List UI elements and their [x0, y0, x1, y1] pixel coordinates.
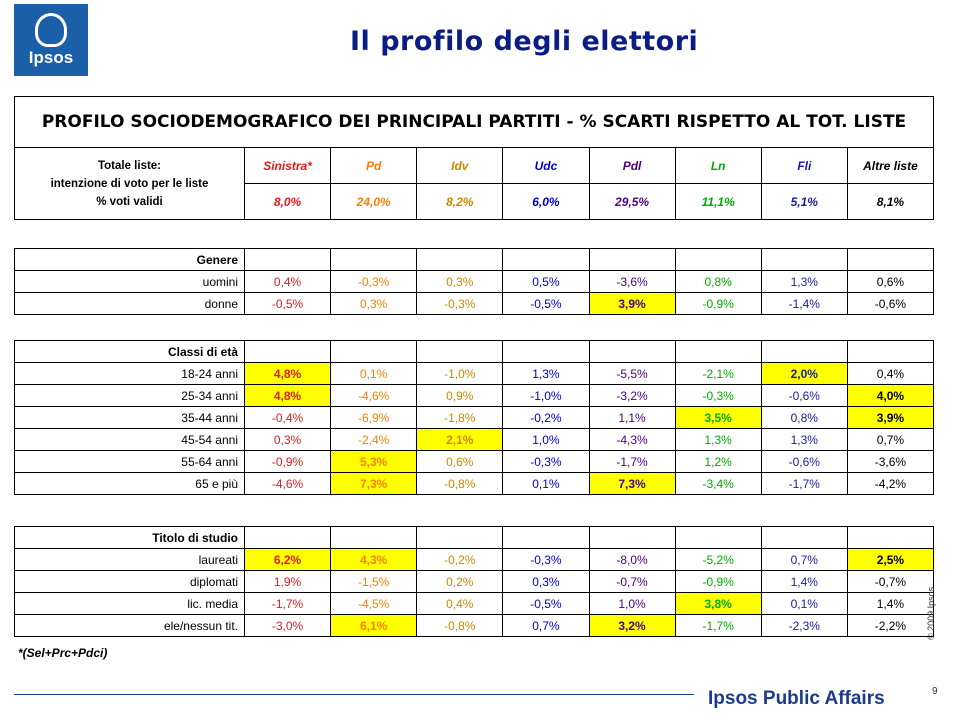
value-cell: -3,4% — [675, 473, 761, 495]
value-cell: 0,3% — [417, 271, 503, 293]
value-cell: -0,3% — [503, 451, 589, 473]
value-cell: -0,4% — [245, 407, 331, 429]
value-cell: 0,7% — [847, 429, 933, 451]
value-cell: 6,1% — [331, 615, 417, 637]
value-cell: -6,9% — [331, 407, 417, 429]
value-cell: 0,3% — [245, 429, 331, 451]
value-cell: -3,0% — [245, 615, 331, 637]
slide-title: Il profilo degli elettori — [350, 26, 699, 57]
party-header: Altre liste — [847, 148, 933, 184]
section-title-row — [15, 341, 934, 363]
value-cell: -8,0% — [589, 549, 675, 571]
party-header: Udc — [503, 148, 589, 184]
value-cell: 5,3% — [331, 451, 417, 473]
value-cell: 4,3% — [331, 549, 417, 571]
empty-cell — [503, 341, 589, 363]
empty-cell — [331, 527, 417, 549]
value-cell: -0,8% — [417, 615, 503, 637]
value-cell: -2,1% — [675, 363, 761, 385]
value-cell: -0,2% — [417, 549, 503, 571]
section-classi-eta — [14, 340, 934, 495]
value-cell: -0,5% — [245, 293, 331, 315]
value-cell: -5,5% — [589, 363, 675, 385]
value-cell: -4,3% — [589, 429, 675, 451]
party-header: Fli — [761, 148, 847, 184]
empty-cell — [847, 527, 933, 549]
empty-cell — [503, 249, 589, 271]
row-label: 65 e più — [15, 473, 245, 495]
party-total-value: 8,0% — [245, 184, 331, 220]
table-row — [15, 385, 934, 407]
value-cell: 2,0% — [761, 363, 847, 385]
row-label: laureati — [15, 549, 245, 571]
value-cell: 0,2% — [417, 571, 503, 593]
value-cell: -0,3% — [417, 293, 503, 315]
value-cell: -1,5% — [331, 571, 417, 593]
table-row — [15, 429, 934, 451]
table-row — [15, 271, 934, 293]
value-cell: 7,3% — [589, 473, 675, 495]
value-cell: 1,0% — [589, 593, 675, 615]
value-cell: 7,3% — [331, 473, 417, 495]
value-cell: -0,9% — [675, 293, 761, 315]
empty-cell — [331, 249, 417, 271]
row-label: diplomati — [15, 571, 245, 593]
party-total-value: 6,0% — [503, 184, 589, 220]
table-title: PROFILO SOCIODEMOGRAFICO DEI PRINCIPALI PARTITI - % SCARTI RISPETTO AL TOT. LISTE — [14, 96, 934, 148]
value-cell: -0,7% — [589, 571, 675, 593]
value-cell: 1,4% — [761, 571, 847, 593]
value-cell: 6,2% — [245, 549, 331, 571]
table-row — [15, 363, 934, 385]
logo-text: Ipsos — [28, 48, 74, 67]
value-cell: -0,8% — [417, 473, 503, 495]
value-cell: 0,9% — [417, 385, 503, 407]
section-genere — [14, 248, 934, 315]
value-cell: -2,3% — [761, 615, 847, 637]
party-header: Sinistra* — [245, 148, 331, 184]
empty-cell — [761, 249, 847, 271]
value-cell: 0,6% — [417, 451, 503, 473]
table-row — [15, 473, 934, 495]
value-cell: 3,2% — [589, 615, 675, 637]
value-cell: 0,4% — [847, 363, 933, 385]
value-cell: -1,7% — [245, 593, 331, 615]
value-cell: -0,6% — [761, 385, 847, 407]
empty-cell — [589, 341, 675, 363]
value-cell: 0,1% — [761, 593, 847, 615]
value-cell: 4,0% — [847, 385, 933, 407]
value-cell: -0,3% — [675, 385, 761, 407]
value-cell: 1,3% — [761, 271, 847, 293]
empty-cell — [761, 341, 847, 363]
row-label: 35-44 anni — [15, 407, 245, 429]
section-title: Genere — [15, 249, 245, 271]
party-total-value: 29,5% — [589, 184, 675, 220]
section-title-row — [15, 527, 934, 549]
brand-footer: Ipsos Public Affairs — [708, 688, 885, 709]
value-cell: -3,6% — [589, 271, 675, 293]
empty-cell — [761, 527, 847, 549]
value-cell: -4,5% — [331, 593, 417, 615]
value-cell: -0,9% — [245, 451, 331, 473]
empty-cell — [417, 249, 503, 271]
row-label: ele/nessun tit. — [15, 615, 245, 637]
page-number: 9 — [932, 686, 938, 697]
value-cell: -1,4% — [761, 293, 847, 315]
value-cell: -0,3% — [331, 271, 417, 293]
empty-cell — [675, 527, 761, 549]
table-row — [15, 407, 934, 429]
totals-label-line: % voti validi — [96, 195, 163, 208]
value-cell: -4,6% — [331, 385, 417, 407]
row-label: lic. media — [15, 593, 245, 615]
row-label: uomini — [15, 271, 245, 293]
party-total-value: 8,1% — [847, 184, 933, 220]
party-header: Ln — [675, 148, 761, 184]
value-cell: 3,9% — [589, 293, 675, 315]
footer-rule — [14, 694, 694, 695]
value-cell: 3,8% — [675, 593, 761, 615]
value-cell: -0,3% — [503, 549, 589, 571]
value-cell: -0,7% — [847, 571, 933, 593]
empty-cell — [675, 249, 761, 271]
value-cell: 0,8% — [675, 271, 761, 293]
totals-label-line: intenzione di voto per le liste — [50, 177, 209, 190]
value-cell: 1,9% — [245, 571, 331, 593]
empty-cell — [245, 527, 331, 549]
table-row — [15, 549, 934, 571]
value-cell: 0,6% — [847, 271, 933, 293]
empty-cell — [589, 527, 675, 549]
table-row — [15, 451, 934, 473]
empty-cell — [847, 341, 933, 363]
value-cell: 1,3% — [675, 429, 761, 451]
value-cell: 1,3% — [503, 363, 589, 385]
footnote: *(Sel+Prc+Pdci) — [18, 646, 108, 660]
value-cell: -2,4% — [331, 429, 417, 451]
value-cell: 0,3% — [503, 571, 589, 593]
value-cell: -3,2% — [589, 385, 675, 407]
empty-cell — [245, 249, 331, 271]
value-cell: 0,5% — [503, 271, 589, 293]
value-cell: -0,5% — [503, 293, 589, 315]
value-cell: 1,0% — [503, 429, 589, 451]
value-cell: -5,2% — [675, 549, 761, 571]
party-total-value: 8,2% — [417, 184, 503, 220]
value-cell: 1,1% — [589, 407, 675, 429]
copyright: © 2009 Ipsos — [926, 586, 936, 640]
value-cell: -4,2% — [847, 473, 933, 495]
value-cell: 0,4% — [417, 593, 503, 615]
table-row — [15, 571, 934, 593]
value-cell: -1,7% — [589, 451, 675, 473]
empty-cell — [417, 341, 503, 363]
value-cell: 2,5% — [847, 549, 933, 571]
ipsos-logo — [14, 4, 88, 76]
party-total-value: 11,1% — [675, 184, 761, 220]
totals-table — [14, 147, 934, 220]
value-cell: -1,7% — [761, 473, 847, 495]
empty-cell — [331, 341, 417, 363]
party-header: Pdl — [589, 148, 675, 184]
value-cell: -0,9% — [675, 571, 761, 593]
section-title-row — [15, 249, 934, 271]
value-cell: -2,2% — [847, 615, 933, 637]
value-cell: 1,3% — [761, 429, 847, 451]
row-label: 25-34 anni — [15, 385, 245, 407]
empty-cell — [847, 249, 933, 271]
value-cell: 0,8% — [761, 407, 847, 429]
value-cell: 1,4% — [847, 593, 933, 615]
empty-cell — [417, 527, 503, 549]
row-label: 18-24 anni — [15, 363, 245, 385]
value-cell: 0,4% — [245, 271, 331, 293]
value-cell: 0,3% — [331, 293, 417, 315]
row-label: 55-64 anni — [15, 451, 245, 473]
party-header: Idv — [417, 148, 503, 184]
value-cell: 1,2% — [675, 451, 761, 473]
empty-cell — [245, 341, 331, 363]
party-header-row — [15, 148, 934, 184]
row-label: donne — [15, 293, 245, 315]
logo-head-icon — [35, 13, 67, 47]
value-cell: 3,9% — [847, 407, 933, 429]
value-cell: -1,8% — [417, 407, 503, 429]
value-cell: -1,0% — [503, 385, 589, 407]
value-cell: -0,2% — [503, 407, 589, 429]
value-cell: 3,5% — [675, 407, 761, 429]
value-cell: 0,7% — [761, 549, 847, 571]
value-cell: -1,7% — [675, 615, 761, 637]
value-cell: -0,6% — [847, 293, 933, 315]
value-cell: 0,7% — [503, 615, 589, 637]
section-title: Classi di età — [15, 341, 245, 363]
party-header: Pd — [331, 148, 417, 184]
empty-cell — [503, 527, 589, 549]
party-total-value: 24,0% — [331, 184, 417, 220]
value-cell: 0,1% — [331, 363, 417, 385]
row-label: 45-54 anni — [15, 429, 245, 451]
section-titolo-studio — [14, 526, 934, 637]
value-cell: -4,6% — [245, 473, 331, 495]
value-cell: 4,8% — [245, 385, 331, 407]
table-row — [15, 593, 934, 615]
section-title: Titolo di studio — [15, 527, 245, 549]
totals-label — [15, 148, 245, 220]
value-cell: -0,5% — [503, 593, 589, 615]
table-row — [15, 615, 934, 637]
value-cell: 0,1% — [503, 473, 589, 495]
party-total-value: 5,1% — [761, 184, 847, 220]
empty-cell — [675, 341, 761, 363]
value-cell: 4,8% — [245, 363, 331, 385]
value-cell: 2,1% — [417, 429, 503, 451]
table-row — [15, 293, 934, 315]
value-cell: -3,6% — [847, 451, 933, 473]
value-cell: -1,0% — [417, 363, 503, 385]
empty-cell — [589, 249, 675, 271]
totals-label-line: Totale liste: — [97, 159, 162, 172]
value-cell: -0,6% — [761, 451, 847, 473]
